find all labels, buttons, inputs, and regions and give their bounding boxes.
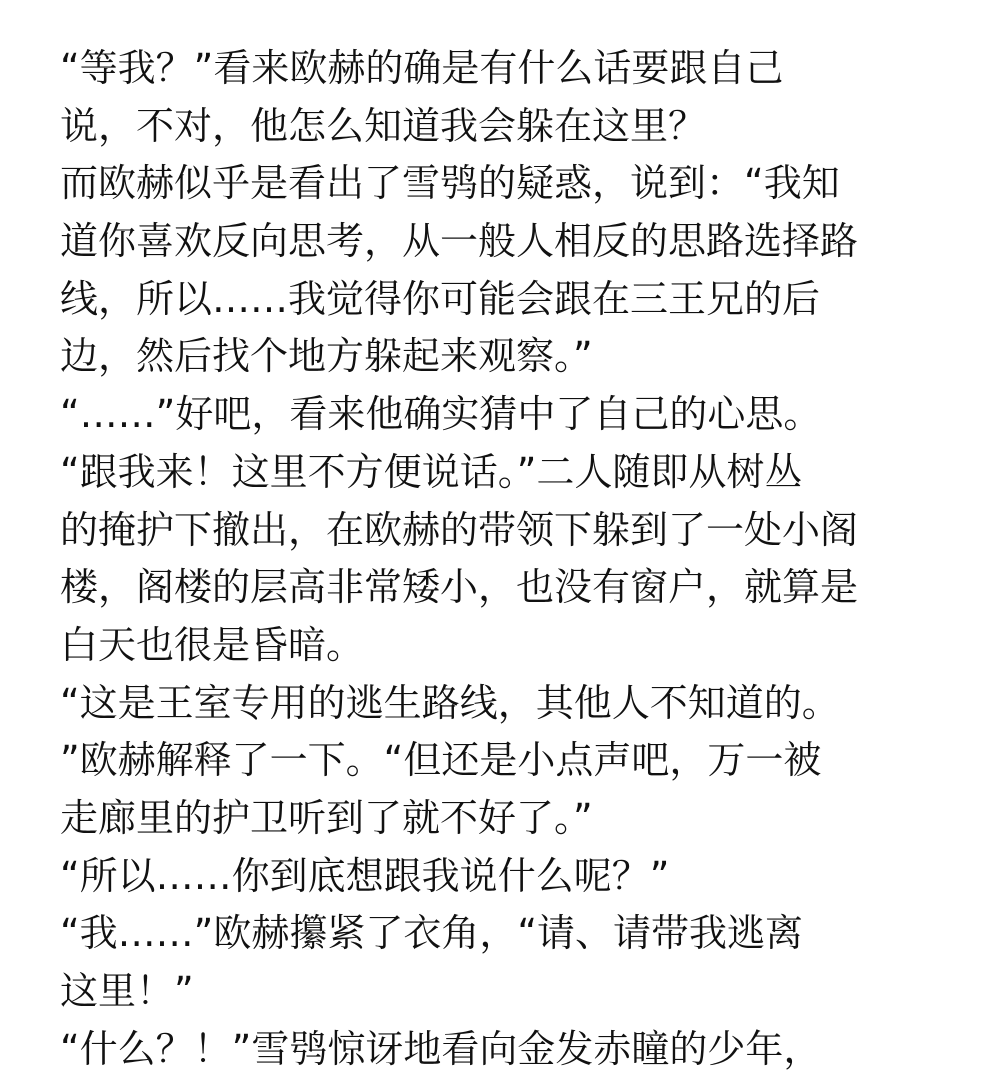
text-line: 而欧赫似乎是看出了雪鸮的疑惑，说到：“我知 — [60, 161, 840, 206]
text-line: ”欧赫解释了一下。“但还是小点声吧，万一被 — [60, 738, 822, 783]
text-line: “等我？”看来欧赫的确是有什么话要跟自己 — [60, 46, 784, 90]
text-line: “我……”欧赫攥紧了衣角，“请、请带我逃离 — [60, 911, 804, 956]
text-line: 线，所以……我觉得你可能会跟在三王兄的后 — [60, 276, 821, 321]
text-line: 的掩护下撤出，在欧赫的带领下躲到了一处小阁 — [60, 507, 859, 552]
text-line: “这是王室专用的逃生路线，其他人不知道的。 — [60, 680, 840, 725]
text-line: “所以……你到底想跟我说什么呢？” — [60, 853, 670, 898]
text-line: “……”好吧，看来他确实猜中了自己的心思。 — [60, 392, 822, 437]
text-line: 边，然后找个地方躲起来观察。” — [60, 334, 593, 379]
text-line: 道你喜欢反向思考，从一般人相反的思路选择路 — [60, 219, 859, 264]
text-line: 走廊里的护卫听到了就不好了。” — [60, 795, 593, 840]
text-line: “什么？！”雪鸮惊讶地看向金发赤瞳的少年， — [60, 1026, 822, 1071]
text-line: 说，不对，他怎么知道我会躲在这里？ — [60, 103, 707, 148]
text-line: “跟我来！这里不方便说话。”二人随即从树丛 — [60, 449, 803, 494]
text-line: 这里！” — [60, 969, 194, 1013]
text-line: 白天也很是昏暗。 — [60, 622, 365, 667]
story-text — [60, 40, 940, 1078]
text-line: 楼，阁楼的层高非常矮小，也没有窗户，就算是 — [60, 565, 859, 610]
